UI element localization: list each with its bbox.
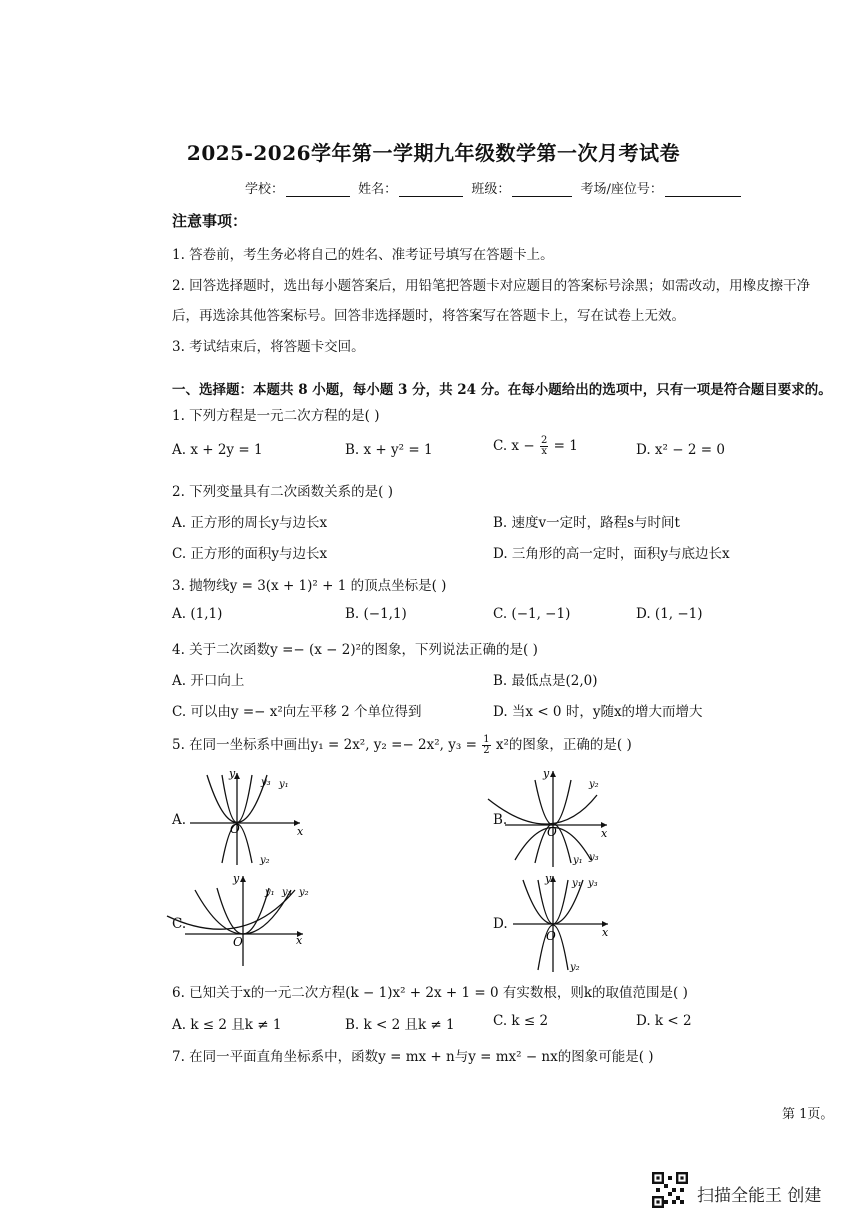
q5-graph-b	[485, 765, 615, 870]
origin-label: O	[230, 822, 240, 836]
y-label: y	[229, 767, 236, 780]
curve-label-y3: y₃	[589, 852, 599, 863]
question-3-stem: 3. 抛物线y = 3(x + 1)² + 1 的顶点坐标是( )	[172, 578, 447, 594]
x-label: x	[602, 926, 609, 939]
curve-label-y2: y₂	[299, 887, 309, 898]
curve-label-y1: y₁	[279, 779, 289, 790]
q1-c-fraction	[540, 436, 548, 457]
q1-option-c	[493, 436, 578, 457]
note-item: 2. 回答选择题时，选出每小题答案后，用铅笔把答题卡对应题目的答案标号涂黑；如需改动，用橡皮擦干净	[172, 278, 811, 294]
q1-c-prefix: C. x −	[493, 438, 535, 454]
q5-fraction	[482, 735, 490, 756]
note-item: 1. 答卷前，考生务必将自己的姓名、准考证号填写在答题卡上。	[172, 247, 554, 263]
q2-option-d: D. 三角形的高一定时，面积y与底边长x	[493, 546, 730, 562]
q6-option-b: B. k < 2 且k ≠ 1	[345, 1017, 455, 1033]
curve-label-y3: y₃	[588, 878, 598, 889]
q2-option-a: A. 正方形的周长y与边长x	[172, 515, 328, 531]
q3-option-c: C. (−1, −1)	[493, 606, 571, 622]
q4-option-b: B. 最低点是(2,0)	[493, 673, 598, 689]
question-2-stem: 2. 下列变量具有二次函数关系的是( )	[172, 484, 393, 500]
y-label: y	[545, 872, 552, 885]
curve-label-y2: y₂	[260, 855, 270, 866]
q5-option-d-label: D.	[493, 916, 508, 932]
origin-label: O	[547, 825, 557, 839]
q4-option-d: D. 当x < 0 时，y随x的增大而增大	[493, 704, 703, 720]
q4-option-c: C. 可以由y =− x²向左平移 2 个单位得到	[172, 704, 422, 720]
x-label: x	[296, 934, 303, 947]
q1-c-suffix: = 1	[553, 438, 578, 454]
school-label: 学校：	[245, 182, 285, 197]
y-label: y	[233, 872, 240, 885]
class-blank	[512, 182, 572, 197]
q3-option-b: B. (−1,1)	[345, 606, 407, 622]
note-item: 3. 考试结束后，将答题卡交回。	[172, 339, 365, 355]
origin-label: O	[233, 935, 243, 949]
school-blank	[286, 182, 350, 197]
name-blank	[399, 182, 463, 197]
page-number: 第 1页。	[782, 1107, 834, 1122]
scanner-brand-text: 扫描全能王 创建	[697, 1186, 822, 1206]
question-1-stem: 1. 下列方程是一元二次方程的是( )	[172, 408, 380, 424]
q3-option-a: A. (1,1)	[172, 606, 223, 622]
q5-stem-prefix: 5. 在同一坐标系中画出y₁ = 2x², y₂ =− 2x², y₃ =	[172, 737, 477, 753]
y-label: y	[543, 767, 550, 780]
curve-label-y1: y₁	[265, 887, 275, 898]
q6-option-d: D. k < 2	[636, 1013, 692, 1029]
q5-option-a-label: A.	[172, 812, 187, 828]
note-item: 后，再选涂其他答案标号。回答非选择题时，将答案写在答题卡上，写在试卷上无效。	[172, 308, 685, 324]
q2-option-c: C. 正方形的面积y与边长x	[172, 546, 328, 562]
q1-option-d: D. x² − 2 = 0	[636, 442, 725, 458]
q4-option-a: A. 开口向上	[172, 673, 245, 689]
q5-graph-a	[185, 765, 310, 870]
q1-option-a: A. x + 2y = 1	[172, 442, 263, 458]
seat-blank	[665, 182, 741, 197]
class-label: 班级：	[471, 182, 511, 197]
section-heading: 一、选择题：本题共 8 小题，每小题 3 分，共 24 分。在每小题给出的选项中，只有一项是符合题目要求的。	[172, 382, 832, 398]
curve-label-y1: y₁	[572, 878, 582, 889]
q3-option-d: D. (1, −1)	[636, 606, 703, 622]
question-6-stem: 6. 已知关于x的一元二次方程(k − 1)x² + 2x + 1 = 0 有实数根，则k的取值范围是( )	[172, 985, 688, 1001]
question-7-stem: 7. 在同一平面直角坐标系中，函数y = mx + n与y = mx² − nx的图象可能是( )	[172, 1049, 654, 1065]
notes-heading: 注意事项：	[172, 212, 248, 230]
q5-stem-suffix: x²的图象，正确的是( )	[495, 737, 632, 753]
origin-label: O	[546, 929, 556, 943]
y-axis-arrow	[240, 876, 246, 882]
curve-label-y1: y₁	[573, 855, 583, 866]
q1-c-denominator: x	[541, 446, 547, 457]
q1-c-numerator: 2	[540, 435, 548, 446]
curve-label-y3: y₃	[282, 887, 292, 898]
y-axis-arrow	[550, 771, 556, 777]
exam-title: 2025-2026学年第一学期九年级数学第一次月考试卷	[186, 141, 681, 165]
x-label: x	[601, 827, 608, 840]
curve-label-y2: y₂	[589, 779, 599, 790]
q5-fraction-denominator: 2	[483, 745, 490, 756]
q2-option-b: B. 速度v一定时，路程s与时间t	[493, 515, 680, 531]
curve-label-y2: y₂	[570, 962, 580, 973]
q6-option-c: C. k ≤ 2	[493, 1013, 549, 1029]
x-label: x	[297, 825, 304, 838]
q5-graph-d	[508, 870, 618, 975]
curve-label-y3: y₃	[261, 777, 271, 788]
seat-label: 考场/座位号：	[580, 182, 663, 197]
q5-graph-c	[165, 870, 310, 970]
q6-option-a: A. k ≤ 2 且k ≠ 1	[172, 1017, 282, 1033]
name-label: 姓名：	[358, 182, 398, 197]
qr-code-icon	[652, 1172, 688, 1208]
q1-option-b: B. x + y² = 1	[345, 442, 433, 458]
q5-option-b-label: B.	[493, 812, 508, 828]
q5-option-c-label: C.	[172, 916, 187, 932]
question-4-stem: 4. 关于二次函数y =− (x − 2)²的图象，下列说法正确的是( )	[172, 642, 538, 658]
q5-fraction-numerator: 1	[483, 734, 490, 745]
question-5-stem	[172, 733, 632, 756]
student-info-line	[245, 178, 745, 197]
